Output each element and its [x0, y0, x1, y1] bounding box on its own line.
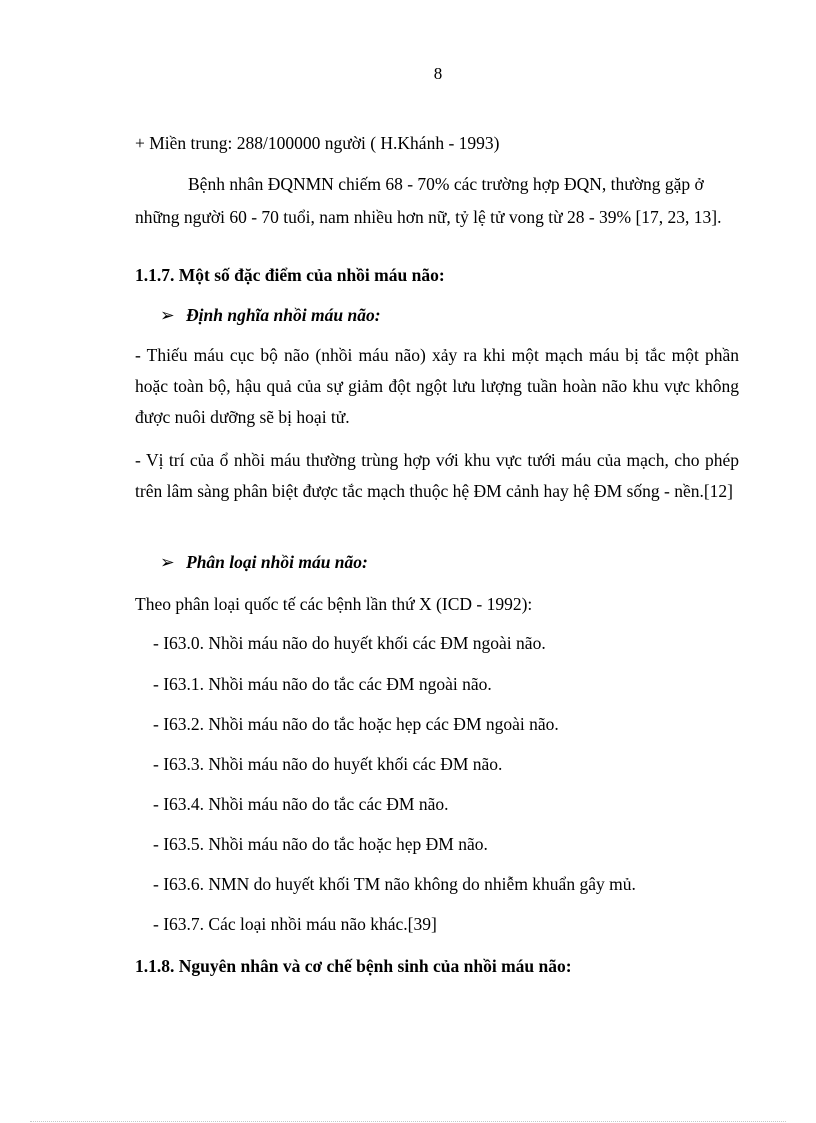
icd-intro-line: Theo phân loại quốc tế các bệnh lần thứ X (ICD - 1992): — [135, 594, 533, 614]
ischemia-paragraph: - Thiếu máu cục bộ não (nhồi máu não) xảy ra khi một mạch máu bị tắc một phần hoặc toàn bộ, hậu quả của sự giảm đột ngột lưu lượng tuần hoàn não khu vực không được nuôi dưỡng sẽ bị hoại tử. — [135, 345, 739, 427]
icd-list-item: - I63.2. Nhồi máu não do tắc hoặc hẹp các ĐM ngoài não. — [153, 714, 559, 734]
benh-nhan-line-1: Bệnh nhân ĐQNMN chiếm 68 - 70% các trường hợp ĐQN, thường gặp ở — [188, 174, 704, 194]
mien-trung-line: + Miền trung: 288/100000 người ( H.Khánh - 1993) — [135, 133, 500, 153]
icd-list-item: - I63.3. Nhồi máu não do huyết khối các ĐM não. — [153, 754, 503, 774]
definition-heading — [160, 305, 381, 326]
classification-heading — [160, 552, 368, 573]
icd-list-item: - I63.6. NMN do huyết khối TM não không do nhiễm khuẩn gây mủ. — [153, 874, 636, 894]
location-paragraph: - Vị trí của ổ nhồi máu thường trùng hợp với khu vực tưới máu của mạch, cho phép trên lâm sàng phân biệt được tắc mạch thuộc hệ ĐM cảnh hay hệ ĐM sống - nền.[12] — [135, 450, 739, 501]
icd-list-item: - I63.0. Nhồi máu não do huyết khối các ĐM ngoài não. — [153, 633, 546, 653]
arrow-bullet-icon: ➢ — [160, 552, 175, 572]
page-number: 8 — [433, 64, 443, 83]
icd-list-item: - I63.4. Nhồi máu não do tắc các ĐM não. — [153, 794, 449, 814]
heading-1-1-7: 1.1.7. Một số đặc điểm của nhồi máu não: — [135, 265, 445, 285]
arrow-bullet-icon: ➢ — [160, 305, 175, 325]
heading-1-1-8: 1.1.8. Nguyên nhân và cơ chế bệnh sinh của nhồi máu não: — [135, 956, 572, 976]
benh-nhan-line-2: những người 60 - 70 tuổi, nam nhiều hơn nữ, tỷ lệ tử vong từ 28 - 39% [17, 23, 13]. — [135, 207, 722, 227]
icd-list-item: - I63.5. Nhồi máu não do tắc hoặc hẹp ĐM não. — [153, 834, 488, 854]
classification-heading-label: Phân loại nhồi máu não: — [186, 552, 368, 572]
icd-list-item: - I63.7. Các loại nhồi máu não khác.[39] — [153, 914, 437, 934]
page-bottom-divider — [30, 1121, 786, 1122]
icd-list-item: - I63.1. Nhồi máu não do tắc các ĐM ngoài não. — [153, 674, 492, 694]
definition-heading-label: Định nghĩa nhồi máu não: — [186, 305, 381, 325]
